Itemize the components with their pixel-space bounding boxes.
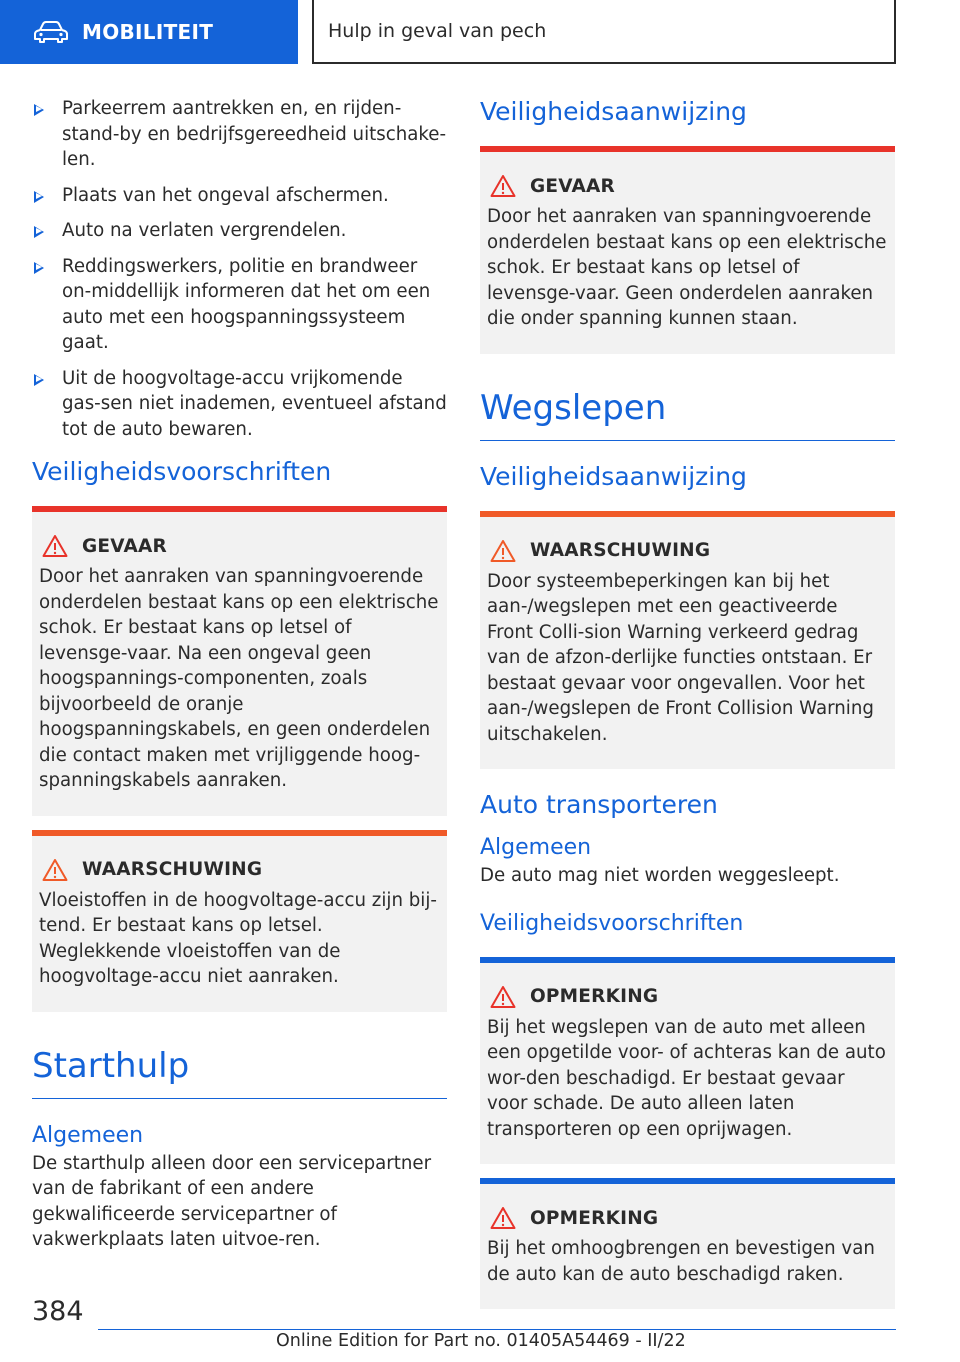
starthulp-section bbox=[32, 1046, 447, 1099]
transport-heading: Auto transporteren bbox=[480, 790, 718, 819]
warning-triangle-icon bbox=[42, 858, 68, 882]
notice-text: Door het aanraken van spanningvoerende onderdelen bestaat kans op een elektrische schok. Er bestaat kans op letsel of levensge-vaar. Na een ongeval geen hoogspannings-componenten, zoals bijvoorbeeld de oranje hoogspanningskabels, en geen onderdelen die contact maken met vrijliggende hoog-spanningskabels aanraken. bbox=[39, 566, 439, 791]
notice-text: Door het aanraken van spanningvoerende onderdelen bestaat kans op een elektrische schok. Er bestaat kans op letsel of levensge-vaar. Geen onderdelen aanraken die onder spanning kunnen staan. bbox=[487, 206, 887, 329]
transport-safety-heading: Veiligheidsvoorschriften bbox=[480, 910, 744, 936]
wegslepen-section bbox=[480, 388, 895, 441]
warning-notice bbox=[32, 830, 447, 1012]
algemeen-heading: Algemeen bbox=[32, 1122, 144, 1148]
list-item: Auto na verlaten vergrendelen. bbox=[32, 218, 447, 244]
warning-triangle-icon bbox=[490, 985, 516, 1009]
notice-text: Bij het omhoogbrengen en bevestigen van de auto kan de auto beschadigd raken. bbox=[487, 1238, 875, 1285]
chapter-title-box bbox=[312, 0, 896, 64]
footer-divider bbox=[98, 1329, 896, 1330]
note-notice bbox=[480, 957, 895, 1165]
safety-heading: Veiligheidsvoorschriften bbox=[32, 457, 332, 486]
warning-notice bbox=[480, 511, 895, 770]
triangle-bullet-icon bbox=[34, 104, 44, 116]
list-item: Uit de hoogvoltage-accu vrijkomende gas-sen niet inademen, eventueel afstand tot de auto bewaren. bbox=[32, 366, 447, 443]
step-list bbox=[32, 96, 447, 442]
notice-title: GEVAAR bbox=[82, 535, 167, 557]
transport-algemeen-text: De auto mag niet worden weggesleept. bbox=[480, 865, 840, 886]
warning-triangle-icon bbox=[490, 1206, 516, 1230]
car-icon bbox=[34, 21, 68, 43]
section-tab bbox=[0, 0, 298, 64]
warning-triangle-icon bbox=[490, 539, 516, 563]
notice-title: OPMERKING bbox=[530, 1207, 659, 1229]
list-item: Parkeerrem aantrekken en, en rijden-stand-by en bedrijfsgereedheid uitschake-len. bbox=[32, 96, 447, 173]
chapter-title: Hulp in geval van pech bbox=[328, 20, 547, 42]
transport-algemeen-heading: Algemeen bbox=[480, 835, 592, 860]
notice-text: Bij het wegslepen van de auto met alleen een opgetilde voor- of achteras kan de auto wor-den beschadigd. Er bestaat gevaar voor schade. De auto alleen laten transporteren op een oprijwagen. bbox=[487, 1016, 886, 1140]
algemeen-text: De starthulp alleen door een servicepartner van de fabrikant of een andere gekwalificeerde servicepartner of vakwerkplaats laten uitvoe-ren. bbox=[32, 1152, 432, 1250]
warning-triangle-icon bbox=[42, 534, 68, 558]
starthulp-heading: Starthulp bbox=[32, 1045, 190, 1086]
triangle-bullet-icon bbox=[34, 262, 44, 274]
notice-title: WAARSCHUWING bbox=[530, 540, 711, 561]
safety-instruction-heading: Veiligheidsaanwijzing bbox=[480, 97, 747, 126]
notice-title: WAARSCHUWING bbox=[82, 859, 263, 880]
danger-notice bbox=[32, 506, 447, 816]
edition-text: Online Edition for Part no. 01405A54469 - II/22 bbox=[276, 1331, 686, 1351]
list-item: Reddingswerkers, politie en brandweer on-middellijk informeren dat het om een auto met een hoogspanningssysteem gaat. bbox=[32, 254, 447, 356]
notice-title: GEVAAR bbox=[530, 175, 615, 197]
warning-triangle-icon bbox=[490, 174, 516, 198]
triangle-bullet-icon bbox=[34, 226, 44, 238]
notice-text: Door systeembeperkingen kan bij het aan-/wegslepen met een geactiveerde Front Colli-sion Warning verkeerd gedrag van de afzon-derlijke functies ontstaan. Er bestaat gevaar voor ongevallen. Voor het aan-/wegslepen de Front Collision Warning uitschakelen. bbox=[487, 570, 874, 745]
right-column bbox=[480, 96, 895, 1309]
wegslepen-safety-heading: Veiligheidsaanwijzing bbox=[480, 461, 747, 491]
page-number: 384 bbox=[32, 1296, 84, 1327]
left-column bbox=[32, 96, 447, 1253]
triangle-bullet-icon bbox=[34, 374, 44, 386]
wegslepen-heading: Wegslepen bbox=[480, 387, 667, 428]
notice-title: OPMERKING bbox=[530, 986, 659, 1007]
note-notice bbox=[480, 1178, 895, 1309]
notice-text: Vloeistoffen in de hoogvoltage-accu zijn bij-tend. Er bestaat kans op letsel. Weglekkende vloeistoffen van de hoogvoltage-accu niet aanraken. bbox=[39, 889, 437, 987]
triangle-bullet-icon bbox=[34, 191, 44, 203]
list-item: Plaats van het ongeval afschermen. bbox=[32, 183, 447, 209]
danger-notice bbox=[480, 146, 895, 354]
section-label: MOBILITEIT bbox=[82, 20, 214, 44]
